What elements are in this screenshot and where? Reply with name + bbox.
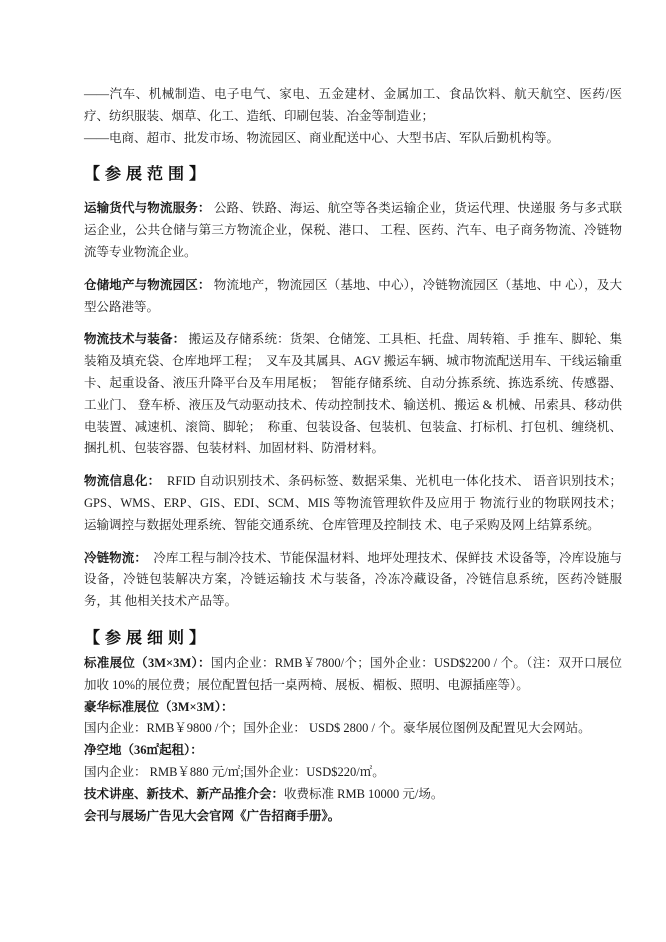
rule-lecture-promotion-label: 技术讲座、新技术、新产品推介会：	[84, 786, 285, 801]
rule-deluxe-booth-price-text: 国内企业：RMB￥9800 /个；国外企业： USD$ 2800 / 个。豪华展位图例及配置见大会网站。	[84, 721, 591, 736]
rule-deluxe-booth-label: 豪华标准展位（3M×3M）：	[84, 699, 234, 714]
scope-paragraph-informatization	[84, 471, 629, 536]
scope-paragraph-equipment-text: 搬运及存储系统：货架、仓储笼、工具柜、托盘、周转箱、手 推车、脚轮、集装箱及填充袋、仓库地坪工程； 叉车及其属具、AGV 搬运车辆、城市物流配送用车、干线运输重卡、起重设备、液压升降平台及车用尾板； 智能存储系统、自动分拣系统、拣选系统、传感器、工业门、 登车桥、液压及气动驱动技术、传动控制技术、输送机、搬运 & 机械、吊索具、移动供电装置、减速机、滚筒、脚轮； 称重、包装设备、包装机、包装盒、打标机、打包机、缠绕机、 捆扎机、包装容器、包装材料、加固材料、防滑材料。	[84, 332, 626, 456]
rule-standard-booth	[84, 653, 622, 697]
rule-journal-ads-label: 会刊与展场广告见大会官网《广告招商手册》。	[84, 808, 341, 823]
scope-paragraph-informatization-label: 物流信息化：	[84, 474, 161, 489]
rule-deluxe-booth-price	[84, 718, 622, 740]
rule-raw-space-label: 净空地（36㎡起租）：	[84, 743, 203, 758]
rule-standard-booth-label: 标准展位（3M×3M）：	[84, 655, 211, 670]
scope-paragraph-coldchain	[84, 548, 622, 613]
rules-section-heading: 【参展细则】	[84, 629, 211, 647]
scope-paragraph-informatization-text: RFID 自动识别技术、条码标签、数据采集、光机电一体化技术、 语音识别技术；GPS、WMS、ERP、GIS、EDI、SCM、MIS 等物流管理软件及应用于 物流行业的物联网技术； 运输调控与数据处理系统、智能交通系统、仓库管理及控制技 术、电子采购及网上结算系统。	[84, 474, 629, 532]
intro-paragraph-manufacturing: ——汽车、机械制造、电子电气、家电、五金建材、金属加工、食品饮料、航天航空、医药/医疗、纺织服装、烟草、化工、造纸、印刷包装、冶金等制造业；	[84, 87, 622, 123]
scope-paragraph-warehousing-label: 仓储地产与物流园区：	[84, 277, 211, 292]
scope-paragraph-coldchain-label: 冷链物流：	[84, 550, 147, 565]
scope-paragraph-warehousing	[84, 275, 622, 319]
scope-paragraph-transport-text: 公路、铁路、海运、航空等各类运输企业，货运代理、快递服 务与多式联运企业，公共仓储与第三方物流企业，保税、港口、 工程、医药、汽车、电子商务物流、冷链物流等专业物流企业。	[84, 201, 622, 259]
scope-paragraph-equipment-label: 物流技术与装备：	[84, 332, 186, 347]
intro-paragraph-commerce: ——电商、超市、批发市场、物流园区、商业配送中心、大型书店、军队后勤机构等。	[84, 130, 560, 145]
rule-standard-booth-text: 国内企业：RMB￥7800/个；国外企业：USD$2200 / 个。（注：双开口展位加收 10%的展位费；展位配置包括一桌两椅、展板、楣板、照明、电源插座等）。	[84, 655, 622, 692]
rule-lecture-promotion	[84, 784, 622, 806]
scope-paragraph-equipment	[84, 329, 626, 460]
rule-lecture-promotion-text: 收费标准 RMB 10000 元/场。	[284, 786, 444, 801]
rule-journal-ads	[84, 806, 622, 828]
document-content	[84, 84, 629, 827]
rule-raw-space-price-text: 国内企业： RMB￥880 元/㎡;国外企业：USD$220/㎡。	[84, 764, 385, 779]
scope-paragraph-transport-label: 运输货代与物流服务：	[84, 201, 211, 216]
scope-paragraph-warehousing-text: 物流地产，物流园区（基地、中心），冷链物流园区（基地、中 心），及大型公路港等。	[84, 277, 622, 314]
rule-raw-space	[84, 740, 622, 762]
rule-raw-space-price	[84, 762, 622, 784]
scope-section-heading: 【参展范围】	[84, 166, 211, 184]
rule-deluxe-booth	[84, 697, 622, 719]
scope-paragraph-transport	[84, 198, 622, 263]
scope-paragraph-coldchain-text: 冷库工程与制冷技术、节能保温材料、地坪处理技术、保鲜技 术设备等，冷库设施与设备，冷链包装解决方案，冷链运输技 术与装备，冷冻冷藏设备，冷链信息系统，医药冷链服务，其 他相关技术产品等。	[84, 550, 622, 609]
